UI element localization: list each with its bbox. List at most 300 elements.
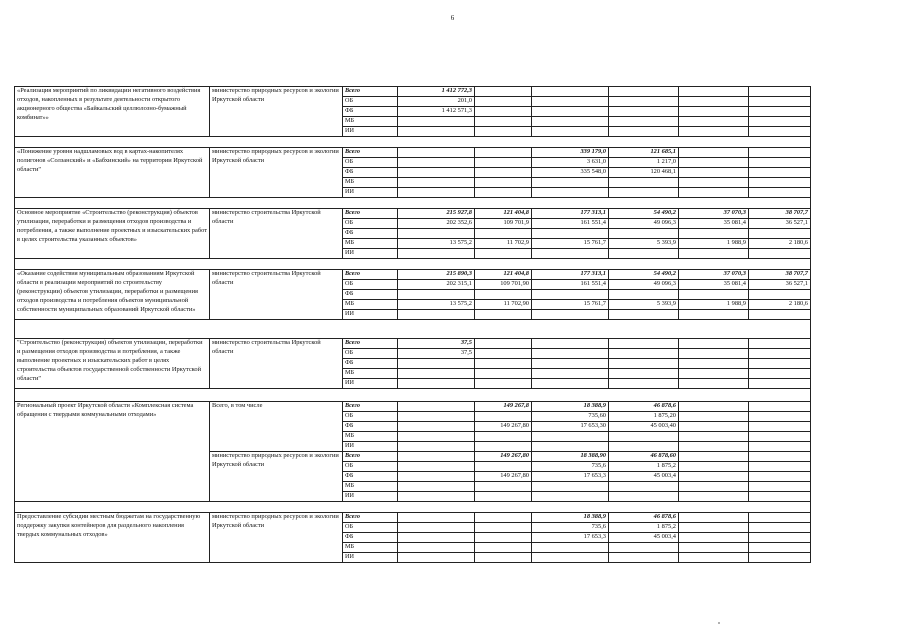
section-spacer	[15, 320, 811, 339]
amount-cell	[398, 462, 475, 472]
amount-cell	[679, 229, 749, 239]
amount-cell	[475, 533, 532, 543]
amount-cell: 202 352,6	[398, 219, 475, 229]
amount-cell	[679, 97, 749, 107]
amount-cell	[679, 523, 749, 533]
amount-cell: 45 003,40	[609, 422, 679, 432]
amount-cell	[398, 379, 475, 389]
funding-source: ФБ	[343, 290, 398, 300]
funding-source: ОБ	[343, 462, 398, 472]
amount-cell: 1 988,9	[679, 300, 749, 310]
amount-cell: 37,5	[398, 349, 475, 359]
amount-cell	[475, 107, 532, 117]
amount-cell: 735,6	[532, 462, 609, 472]
amount-cell: 339 179,0	[532, 148, 609, 158]
amount-cell: 215 890,3	[398, 270, 475, 280]
amount-cell	[679, 310, 749, 320]
amount-cell	[679, 452, 749, 462]
amount-cell	[679, 402, 749, 412]
amount-cell	[679, 513, 749, 523]
amount-cell	[475, 513, 532, 523]
amount-cell: 1 412 571,3	[398, 107, 475, 117]
amount-cell	[532, 87, 609, 97]
funding-source: МБ	[343, 239, 398, 249]
amount-cell: 3 631,0	[532, 158, 609, 168]
amount-cell: 1 412 772,3	[398, 87, 475, 97]
amount-cell	[609, 290, 679, 300]
measure-name: Основное мероприятие «Строительство (реконструкция) объектов утилизации, переработки и размещения отходов производства и потребления, а также выполнение проектных и изыскательских работ в целях строительства указанных объектов»	[15, 209, 210, 259]
amount-cell	[532, 482, 609, 492]
amount-cell	[398, 432, 475, 442]
amount-cell	[398, 178, 475, 188]
amount-cell	[749, 422, 811, 432]
amount-cell	[609, 339, 679, 349]
table-row	[15, 513, 811, 523]
funding-source: ИИ	[343, 310, 398, 320]
amount-cell	[532, 492, 609, 502]
amount-cell: 149 267,80	[475, 452, 532, 462]
amount-cell	[749, 462, 811, 472]
funding-source: Всего	[343, 270, 398, 280]
funding-source: ИИ	[343, 442, 398, 452]
amount-cell	[679, 87, 749, 97]
amount-cell	[609, 127, 679, 137]
amount-cell	[475, 249, 532, 259]
amount-cell: 38 707,7	[749, 209, 811, 219]
amount-cell	[749, 412, 811, 422]
amount-cell: 35 081,4	[679, 219, 749, 229]
amount-cell	[749, 249, 811, 259]
amount-cell: 1 875,2	[609, 523, 679, 533]
amount-cell	[749, 513, 811, 523]
amount-cell	[609, 310, 679, 320]
amount-cell: 18 388,9	[532, 513, 609, 523]
amount-cell	[609, 359, 679, 369]
amount-cell: 1 217,0	[609, 158, 679, 168]
amount-cell	[679, 553, 749, 563]
table-row	[15, 209, 811, 219]
amount-cell	[749, 148, 811, 158]
amount-cell: 201,0	[398, 97, 475, 107]
executor-name: министерство природных ресурсов и экологии Иркутской области	[210, 87, 343, 137]
amount-cell	[475, 492, 532, 502]
amount-cell	[475, 229, 532, 239]
amount-cell	[679, 543, 749, 553]
amount-cell: 1 875,20	[609, 412, 679, 422]
amount-cell	[749, 553, 811, 563]
amount-cell	[749, 117, 811, 127]
amount-cell	[749, 533, 811, 543]
amount-cell: 37,5	[398, 339, 475, 349]
funding-source: Всего	[343, 513, 398, 523]
amount-cell	[398, 533, 475, 543]
amount-cell	[398, 188, 475, 198]
funding-source: Всего	[343, 87, 398, 97]
amount-cell: 46 878,6	[609, 513, 679, 523]
funding-source: МБ	[343, 432, 398, 442]
amount-cell: 54 490,2	[609, 270, 679, 280]
amount-cell	[398, 369, 475, 379]
amount-cell	[609, 87, 679, 97]
measure-name: Предоставление субсидии местным бюджетам на государственную поддержку закупки контейнеров для раздельного накопления твердых коммунальных отходов»	[15, 513, 210, 563]
funding-source: ФБ	[343, 533, 398, 543]
amount-cell	[679, 117, 749, 127]
amount-cell	[475, 290, 532, 300]
funding-source: ОБ	[343, 158, 398, 168]
amount-cell	[679, 533, 749, 543]
amount-cell	[398, 402, 475, 412]
scan-speck	[718, 622, 720, 624]
amount-cell	[398, 412, 475, 422]
amount-cell: 149 267,8	[475, 402, 532, 412]
amount-cell	[532, 339, 609, 349]
amount-cell: 36 527,1	[749, 219, 811, 229]
amount-cell	[532, 310, 609, 320]
amount-cell	[679, 462, 749, 472]
amount-cell	[398, 359, 475, 369]
funding-source: МБ	[343, 543, 398, 553]
amount-cell	[475, 462, 532, 472]
funding-source: ИИ	[343, 553, 398, 563]
amount-cell	[679, 422, 749, 432]
amount-cell: 18 388,90	[532, 452, 609, 462]
amount-cell	[679, 432, 749, 442]
amount-cell	[679, 188, 749, 198]
amount-cell	[398, 168, 475, 178]
amount-cell	[532, 432, 609, 442]
amount-cell: 5 393,9	[609, 300, 679, 310]
amount-cell	[609, 553, 679, 563]
amount-cell: 2 180,6	[749, 239, 811, 249]
amount-cell	[749, 472, 811, 482]
amount-cell	[532, 359, 609, 369]
amount-cell	[609, 107, 679, 117]
amount-cell: 35 081,4	[679, 280, 749, 290]
amount-cell	[679, 339, 749, 349]
amount-cell: 177 313,1	[532, 209, 609, 219]
amount-cell: 13 575,2	[398, 300, 475, 310]
amount-cell	[475, 349, 532, 359]
funding-source: МБ	[343, 178, 398, 188]
amount-cell: 202 315,1	[398, 280, 475, 290]
amount-cell	[609, 349, 679, 359]
amount-cell	[475, 523, 532, 533]
amount-cell: 36 527,1	[749, 280, 811, 290]
amount-cell	[609, 482, 679, 492]
funding-source: ИИ	[343, 379, 398, 389]
amount-cell	[609, 117, 679, 127]
amount-cell	[679, 492, 749, 502]
amount-cell	[398, 127, 475, 137]
amount-cell	[749, 290, 811, 300]
funding-source: ОБ	[343, 523, 398, 533]
amount-cell: 2 180,6	[749, 300, 811, 310]
amount-cell	[475, 168, 532, 178]
amount-cell	[749, 107, 811, 117]
amount-cell: 18 388,9	[532, 402, 609, 412]
amount-cell	[679, 127, 749, 137]
amount-cell: 735,6	[532, 523, 609, 533]
amount-cell	[398, 442, 475, 452]
funding-source: Всего	[343, 402, 398, 412]
amount-cell	[679, 379, 749, 389]
amount-cell	[475, 87, 532, 97]
amount-cell: 45 003,4	[609, 533, 679, 543]
amount-cell	[749, 97, 811, 107]
amount-cell	[609, 369, 679, 379]
amount-cell	[398, 158, 475, 168]
funding-source: ФБ	[343, 422, 398, 432]
amount-cell	[749, 492, 811, 502]
amount-cell	[679, 369, 749, 379]
amount-cell: 121 404,8	[475, 270, 532, 280]
funding-source: МБ	[343, 117, 398, 127]
amount-cell	[475, 369, 532, 379]
amount-cell	[679, 107, 749, 117]
amount-cell	[749, 369, 811, 379]
amount-cell	[532, 442, 609, 452]
amount-cell: 45 003,4	[609, 472, 679, 482]
amount-cell	[398, 513, 475, 523]
amount-cell	[749, 482, 811, 492]
amount-cell: 121 685,1	[609, 148, 679, 158]
table-row	[15, 87, 811, 97]
amount-cell	[532, 349, 609, 359]
executor-name: министерство строительства Иркутской области	[210, 339, 343, 389]
executor-name: министерство природных ресурсов и экологии Иркутской области	[210, 148, 343, 198]
section-spacer	[15, 198, 811, 209]
funding-source: ОБ	[343, 412, 398, 422]
amount-cell: 17 653,3	[532, 533, 609, 543]
amount-cell: 149 267,80	[475, 422, 532, 432]
funding-source: ИИ	[343, 127, 398, 137]
amount-cell	[749, 127, 811, 137]
amount-cell: 1 875,2	[609, 462, 679, 472]
section-spacer	[15, 259, 811, 270]
amount-cell	[475, 188, 532, 198]
amount-cell	[475, 482, 532, 492]
budget-table-body	[15, 87, 811, 563]
amount-cell	[475, 148, 532, 158]
amount-cell	[532, 229, 609, 239]
amount-cell	[679, 158, 749, 168]
section-spacer	[15, 137, 811, 148]
funding-source: МБ	[343, 300, 398, 310]
amount-cell	[679, 349, 749, 359]
budget-table	[14, 86, 811, 563]
amount-cell: 17 653,30	[532, 422, 609, 432]
amount-cell	[532, 127, 609, 137]
funding-source: Всего	[343, 148, 398, 158]
funding-source: ИИ	[343, 249, 398, 259]
amount-cell: 37 070,3	[679, 270, 749, 280]
amount-cell	[532, 107, 609, 117]
amount-cell	[398, 553, 475, 563]
measure-name: Региональный проект Иркутской области «Комплексная система обращения с твердыми коммунальными отходами»	[15, 402, 210, 502]
amount-cell	[749, 543, 811, 553]
table-row	[15, 402, 811, 412]
amount-cell	[475, 127, 532, 137]
amount-cell: 735,60	[532, 412, 609, 422]
amount-cell	[475, 97, 532, 107]
amount-cell: 49 096,3	[609, 280, 679, 290]
measure-name: «Реализация мероприятий по ликвидации негативного воздействия отходов, накопленных в результате деятельности открытого акционерного общества «Байкальский целлюлозно-бумажный комбинат»»	[15, 87, 210, 137]
amount-cell	[609, 492, 679, 502]
amount-cell	[679, 482, 749, 492]
amount-cell	[532, 249, 609, 259]
amount-cell	[679, 412, 749, 422]
amount-cell	[398, 229, 475, 239]
amount-cell: 46 878,6	[609, 402, 679, 412]
amount-cell: 38 707,7	[749, 270, 811, 280]
amount-cell	[475, 117, 532, 127]
amount-cell: 109 701,90	[475, 280, 532, 290]
funding-source: Всего	[343, 452, 398, 462]
amount-cell	[475, 359, 532, 369]
amount-cell: 5 393,9	[609, 239, 679, 249]
funding-source: МБ	[343, 369, 398, 379]
amount-cell	[398, 148, 475, 158]
amount-cell	[475, 379, 532, 389]
amount-cell	[398, 472, 475, 482]
amount-cell	[679, 168, 749, 178]
amount-cell	[609, 442, 679, 452]
amount-cell	[475, 158, 532, 168]
amount-cell	[749, 178, 811, 188]
amount-cell	[749, 310, 811, 320]
table-row	[15, 148, 811, 158]
amount-cell	[532, 553, 609, 563]
amount-cell	[749, 229, 811, 239]
amount-cell	[475, 543, 532, 553]
amount-cell: 11 702,90	[475, 300, 532, 310]
amount-cell: 177 313,1	[532, 270, 609, 280]
amount-cell	[749, 158, 811, 168]
amount-cell	[609, 432, 679, 442]
amount-cell	[398, 249, 475, 259]
funding-source: ФБ	[343, 472, 398, 482]
amount-cell	[749, 442, 811, 452]
amount-cell	[609, 188, 679, 198]
amount-cell: 11 702,9	[475, 239, 532, 249]
amount-cell	[532, 369, 609, 379]
amount-cell	[749, 379, 811, 389]
amount-cell	[475, 432, 532, 442]
amount-cell	[398, 290, 475, 300]
amount-cell	[475, 442, 532, 452]
amount-cell: 13 575,2	[398, 239, 475, 249]
executor-name: министерство строительства Иркутской области	[210, 209, 343, 259]
funding-source: ФБ	[343, 359, 398, 369]
amount-cell: 15 761,7	[532, 239, 609, 249]
funding-source: ФБ	[343, 229, 398, 239]
amount-cell	[475, 339, 532, 349]
measure-name: "Строительство (реконструкция) объектов утилизации, переработки и размещения отходов производства и потребления, а также выполнение проектных и изыскательских работ в целях строительства объектов государственной собственности Иркутской области"	[15, 339, 210, 389]
amount-cell	[532, 188, 609, 198]
amount-cell: 215 927,8	[398, 209, 475, 219]
executor-name: Всего, в том числе	[210, 402, 343, 452]
amount-cell	[532, 117, 609, 127]
amount-cell	[475, 310, 532, 320]
amount-cell: 46 878,60	[609, 452, 679, 462]
amount-cell	[749, 402, 811, 412]
funding-source: Всего	[343, 209, 398, 219]
table-row	[15, 270, 811, 280]
amount-cell: 37 070,3	[679, 209, 749, 219]
amount-cell	[749, 432, 811, 442]
amount-cell	[398, 452, 475, 462]
amount-cell	[532, 379, 609, 389]
amount-cell: 15 761,7	[532, 300, 609, 310]
amount-cell: 17 653,3	[532, 472, 609, 482]
amount-cell	[749, 188, 811, 198]
amount-cell	[398, 310, 475, 320]
amount-cell	[609, 97, 679, 107]
amount-cell: 161 551,4	[532, 219, 609, 229]
funding-source: ФБ	[343, 107, 398, 117]
amount-cell	[609, 178, 679, 188]
funding-source: ОБ	[343, 349, 398, 359]
amount-cell: 120 468,1	[609, 168, 679, 178]
table-row	[15, 339, 811, 349]
amount-cell	[398, 117, 475, 127]
amount-cell	[398, 482, 475, 492]
amount-cell	[679, 442, 749, 452]
amount-cell	[475, 553, 532, 563]
funding-source: ОБ	[343, 97, 398, 107]
amount-cell	[749, 359, 811, 369]
amount-cell	[532, 97, 609, 107]
amount-cell	[749, 87, 811, 97]
funding-source: ИИ	[343, 188, 398, 198]
amount-cell	[475, 412, 532, 422]
funding-source: ФБ	[343, 168, 398, 178]
amount-cell	[398, 492, 475, 502]
amount-cell	[679, 359, 749, 369]
amount-cell: 109 701,9	[475, 219, 532, 229]
amount-cell	[475, 178, 532, 188]
amount-cell: 1 988,9	[679, 239, 749, 249]
amount-cell	[532, 543, 609, 553]
amount-cell	[609, 543, 679, 553]
amount-cell: 335 548,0	[532, 168, 609, 178]
amount-cell: 54 490,2	[609, 209, 679, 219]
funding-source: ИИ	[343, 492, 398, 502]
amount-cell	[398, 422, 475, 432]
amount-cell	[609, 229, 679, 239]
executor-name: министерство природных ресурсов и экологии Иркутской области	[210, 513, 343, 563]
funding-source: Всего	[343, 339, 398, 349]
funding-source: ОБ	[343, 219, 398, 229]
amount-cell	[398, 523, 475, 533]
amount-cell	[679, 178, 749, 188]
measure-name: «Понижение уровня надшламовых вод в картах-накопителях полигонов «Солзанский» и «Бабхинский» на территории Иркутской области"	[15, 148, 210, 198]
amount-cell	[749, 349, 811, 359]
amount-cell: 121 404,8	[475, 209, 532, 219]
measure-name: «Оказание содействия муниципальным образованиям Иркутской области в реализации мероприятий по строительству (реконструкции) объектов утилизации, переработки и размещения отходов производства и потребления объектов муниципальной собственности муниципальных образований Иркутской области»	[15, 270, 210, 320]
section-spacer	[15, 389, 811, 402]
funding-source: МБ	[343, 482, 398, 492]
amount-cell	[749, 452, 811, 462]
amount-cell	[609, 249, 679, 259]
amount-cell	[679, 148, 749, 158]
amount-cell	[749, 168, 811, 178]
executor-name: министерство строительства Иркутской области	[210, 270, 343, 320]
amount-cell	[532, 178, 609, 188]
amount-cell	[532, 290, 609, 300]
amount-cell	[679, 472, 749, 482]
page-number: 6	[450, 14, 455, 22]
